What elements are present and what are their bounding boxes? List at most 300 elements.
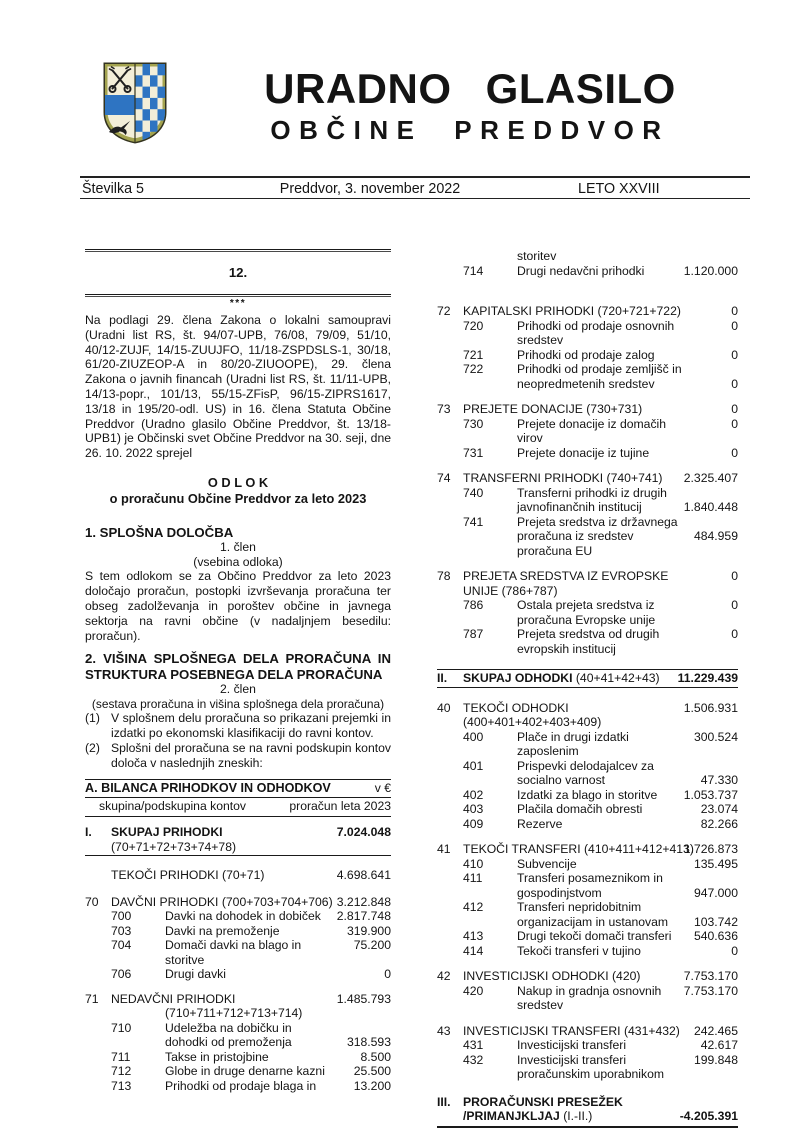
account-label: TRANSFERNI PRIHODKI (740+741)	[463, 471, 663, 485]
account-label: zaposlenim	[517, 744, 579, 758]
account-code	[463, 613, 517, 628]
table-row	[437, 319, 738, 348]
clause-item	[85, 711, 391, 741]
issue-volume: LETO XXVIII	[578, 181, 660, 197]
account-label: Subvencije	[517, 856, 577, 871]
clause-marker: (2)	[85, 741, 100, 756]
balance-right-rows	[437, 249, 738, 1128]
right-column	[437, 249, 738, 1128]
account-value: 1.726.873	[683, 842, 738, 856]
account-group-number	[85, 1006, 111, 1021]
account-value: 0	[731, 943, 738, 958]
account-value: 540.636	[693, 929, 738, 943]
account-label: Drugi davki	[165, 967, 226, 982]
account-label: Plače in drugi izdatki	[517, 729, 629, 744]
account-value: 4.698.641	[336, 868, 391, 883]
account-label: dohodki od premoženja	[165, 1035, 292, 1050]
table-row	[85, 909, 391, 924]
account-code	[463, 744, 517, 759]
divider-double-rule	[85, 294, 391, 297]
account-code: 714	[463, 263, 484, 278]
account-group-number: 73	[437, 402, 451, 416]
clause-marker: (1)	[85, 711, 100, 726]
account-group-number	[437, 584, 463, 599]
table-row	[437, 759, 738, 788]
balance-table-unit: v €	[374, 781, 391, 796]
account-code	[463, 249, 517, 264]
account-label: Transferi nepridobitnim	[517, 900, 642, 914]
account-label: neopredmetenih sredstev	[517, 376, 655, 391]
account-value: 199.848	[693, 1052, 738, 1067]
issue-number: Številka 5	[82, 181, 144, 197]
account-value: 0	[731, 304, 738, 318]
account-group-number	[437, 417, 463, 432]
decree-title-block	[85, 475, 391, 507]
account-code	[463, 529, 517, 544]
account-group-number	[85, 1035, 111, 1050]
account-label: Plačila domačih obresti	[517, 802, 643, 816]
account-label: Davki na dohodek in dobiček	[165, 909, 321, 924]
account-group-number	[437, 1067, 463, 1082]
article-2-label: 2. člen	[220, 682, 256, 697]
table-row	[437, 1024, 738, 1039]
account-label: Investicijski transferi	[517, 1052, 627, 1067]
account-label: Transferni prihodki iz drugih	[517, 485, 667, 500]
divider-double-rule	[85, 249, 391, 252]
clause-text: Splošni del proračuna se na ravni podskupin kontov določa v naslednjih zneskih:	[111, 741, 391, 771]
account-value: 7.024.048	[336, 825, 391, 840]
account-label: javnofinančnih institucij	[517, 500, 642, 514]
account-code: 411	[463, 871, 483, 885]
account-value: 135.495	[693, 856, 738, 871]
account-label: PREJETE DONACIJE (730+731)	[463, 402, 643, 416]
table-row	[437, 446, 738, 461]
balance-left-rows	[85, 825, 391, 1093]
account-label: Prispevki delodajalcev za	[517, 758, 654, 773]
account-group-number	[437, 249, 463, 264]
table-row	[437, 348, 738, 363]
account-code	[111, 1006, 165, 1021]
table-row	[437, 249, 738, 264]
table-row	[437, 669, 738, 688]
table-row	[85, 1021, 391, 1050]
account-group-number: 78	[437, 569, 451, 583]
account-group-number	[437, 857, 463, 872]
account-label: INVESTICIJSKI ODHODKI (420)	[463, 969, 641, 983]
column-header-group: skupina/podskupina kontov	[99, 799, 247, 814]
account-label: Domači davki na blago in	[165, 938, 302, 953]
account-value: 3.212.848	[336, 894, 391, 909]
account-group-number	[437, 817, 463, 832]
account-group-number	[437, 319, 463, 334]
account-code: 721	[463, 347, 484, 362]
account-group-number: 74	[437, 471, 451, 485]
account-group-number	[437, 333, 463, 348]
account-value: 11.229.439	[677, 671, 738, 685]
account-label: Prejeta sredstva od drugih	[517, 627, 660, 641]
account-group-number	[437, 802, 463, 817]
account-label: INVESTICIJSKI TRANSFERI (431+432)	[463, 1023, 680, 1038]
account-group-number	[85, 1079, 111, 1094]
account-label: (710+711+712+713+714)	[165, 1006, 303, 1021]
account-code: 710	[111, 1020, 132, 1035]
account-group-number	[437, 486, 463, 501]
table-row	[85, 825, 391, 856]
account-group-number: 43	[437, 1023, 451, 1038]
account-group-number	[437, 944, 463, 959]
account-group-number	[85, 1064, 111, 1079]
account-code: 711	[111, 1049, 131, 1064]
table-row	[437, 417, 738, 446]
account-code: 412	[463, 900, 484, 914]
account-label: Prihodki od prodaje zalog	[517, 347, 655, 362]
account-code: 700	[111, 909, 132, 924]
account-label: Rezerve	[517, 816, 563, 831]
separator-stars: ***	[229, 298, 247, 309]
account-value: -4.205.391	[679, 1109, 738, 1123]
account-group-number	[85, 1050, 111, 1065]
account-value: 1.120.000	[683, 263, 738, 278]
account-group-number	[437, 627, 463, 642]
account-label: proračuna iz sredstev	[517, 529, 634, 543]
table-row	[437, 944, 738, 959]
table-row	[85, 992, 391, 1021]
account-value: 42.617	[700, 1038, 738, 1052]
account-code: 713	[111, 1078, 132, 1093]
table-row	[437, 701, 738, 730]
section-2-heading: 2. VIŠINA SPLOŠNEGA DELA PRORAČUNA IN STRUKTURA POSEBNEGA DELA PRORAČUNA	[85, 651, 391, 682]
dateline-band	[80, 176, 750, 199]
account-group-number	[437, 759, 463, 774]
account-value: 318.593	[346, 1035, 391, 1050]
coat-of-arms-icon	[100, 59, 170, 150]
account-value: 0	[731, 402, 738, 416]
account-label: PREJETA SREDSTVA IZ EVROPSKE	[463, 569, 669, 583]
account-value: 2.325.407	[683, 471, 738, 485]
account-label: DAVČNI PRIHODKI (700+703+704+706)	[111, 894, 333, 909]
account-value: 947.000	[693, 885, 738, 900]
account-group-number	[437, 1038, 463, 1053]
account-label: storitev	[517, 249, 557, 263]
account-value: 242.465	[693, 1023, 738, 1038]
account-label: SKUPAJ ODHODKI (40+41+42+43)	[463, 671, 660, 685]
account-group-number	[437, 871, 463, 886]
account-code: 722	[463, 362, 484, 376]
account-code: 402	[463, 787, 484, 802]
account-group-number: III.	[437, 1094, 451, 1109]
account-code: 730	[463, 416, 484, 431]
account-code: 403	[463, 802, 484, 816]
table-row	[437, 515, 738, 559]
table-row	[437, 929, 738, 944]
account-label: Davki na premoženje	[165, 923, 280, 938]
account-group-number: 42	[437, 969, 451, 983]
table-row	[437, 969, 738, 984]
account-code	[111, 953, 165, 968]
account-code	[463, 500, 517, 515]
account-group-number	[85, 967, 111, 982]
masthead	[190, 66, 750, 145]
table-row	[437, 304, 738, 319]
account-code	[463, 377, 517, 392]
account-group-number	[85, 909, 111, 924]
account-code: 414	[463, 943, 484, 958]
account-label: Drugi nedavčni prihodki	[517, 263, 645, 278]
account-code: 432	[463, 1052, 484, 1067]
account-value: 8.500	[360, 1049, 391, 1064]
clause-item	[85, 741, 391, 771]
account-code: 410	[463, 856, 484, 871]
account-code	[463, 333, 517, 348]
account-value: 0	[731, 627, 738, 641]
account-value: 23.074	[700, 802, 738, 816]
account-group-number	[85, 924, 111, 939]
balance-table-column-headers	[85, 798, 391, 817]
account-label: proračuna EU	[517, 543, 593, 558]
account-label: UNIJE (786+787)	[463, 583, 558, 598]
account-label: (400+401+402+403+409)	[463, 715, 602, 729]
account-group-number	[437, 998, 463, 1013]
article-2-caption: (sestava proračuna in višina splošnega dela proračuna)	[91, 696, 385, 711]
account-label: PRORAČUNSKI PRESEŽEK	[463, 1094, 623, 1109]
intro-paragraph: Na podlagi 29. člena Zakona o lokalni samoupravi (Uradni list RS, št. 94/07-UPB, 76/08, 79/09, 51/10, 40/12-ZUJF, 14/15-ZUUJFO, 11/18-ZSPDSLS-1, 30/18, 61/20-ZIUZEOP-A in 80/20-ZIUOOPE), 29. člena Zakona o javnih financah (Uradni list RS, št. 11/11-UPB, 14/13-popr., 101/13, 55/15-ZFisP, 96/15-ZIPRS1617, 13/18 in 195/20-odl. US) in 16. člena Statuta Občine Preddvor (Uradno glasilo Občine Preddvor, št. 13/18-UPB1) je Občinski svet Občine Preddvor na 30. seji, dne 26. 10. 2022 sprejel	[85, 313, 391, 461]
account-group-number	[85, 953, 111, 968]
balance-table	[85, 779, 391, 1093]
decree-subtitle: o proračunu Občine Preddvor za leto 2023	[109, 490, 367, 506]
account-group-number	[437, 1053, 463, 1068]
account-label: sredstev	[517, 998, 564, 1012]
article-number: 12.	[228, 265, 248, 280]
account-group-number	[437, 886, 463, 901]
clause-text: V splošnem delu proračuna so prikazani prejemki in izdatki po ekonomski klasifikaciji do ravni kontov.	[111, 711, 391, 741]
account-label: Tekoči transferi v tujino	[517, 943, 641, 958]
account-group-number	[437, 915, 463, 930]
table-row	[437, 1038, 738, 1053]
balance-table-title: A. BILANCA PRIHODKOV IN ODHODKOV	[85, 781, 331, 796]
account-label: SKUPAJ PRIHODKI	[111, 825, 223, 840]
account-code	[463, 886, 517, 901]
account-value: 319.900	[346, 923, 391, 938]
account-code	[463, 998, 517, 1013]
account-label: virov	[517, 431, 543, 445]
account-group-number	[437, 362, 463, 377]
account-value: 7.753.170	[683, 983, 738, 998]
account-code	[463, 773, 517, 788]
account-group-number	[437, 598, 463, 613]
table-row	[437, 569, 738, 598]
account-value: 7.753.170	[683, 969, 738, 983]
account-value: 13.200	[353, 1078, 391, 1093]
table-row	[85, 938, 391, 967]
account-group-number	[85, 840, 111, 855]
table-row	[437, 871, 738, 900]
account-group-number	[437, 730, 463, 745]
account-value: 82.266	[700, 816, 738, 831]
account-code: 720	[463, 318, 484, 333]
account-value: 300.524	[693, 729, 738, 744]
account-label: gospodinjstvom	[517, 885, 602, 900]
account-value: 75.200	[353, 938, 391, 953]
account-code: 786	[463, 598, 484, 612]
account-group-number	[437, 446, 463, 461]
gazette-subtitle: OBČINE PREDDVOR	[270, 115, 670, 145]
account-value: 2.817.748	[336, 909, 391, 924]
account-label: socialno varnost	[517, 773, 606, 787]
account-group-number	[437, 264, 463, 279]
account-label: Prihodki od prodaje osnovnih	[517, 318, 675, 333]
account-value: 0	[731, 376, 738, 391]
account-label: Takse in pristojbine	[165, 1049, 269, 1064]
account-label: (70+71+72+73+74+78)	[111, 839, 237, 854]
account-group-number	[85, 868, 111, 883]
account-code	[463, 544, 517, 559]
account-group-number	[437, 715, 463, 730]
account-value: 25.500	[353, 1064, 391, 1079]
account-code: 420	[463, 983, 484, 998]
account-group-number	[437, 544, 463, 559]
account-value: 1.053.737	[683, 787, 738, 802]
table-row	[85, 1050, 391, 1065]
account-group-number	[437, 431, 463, 446]
decree-title: O D L O K	[207, 474, 269, 490]
account-value: 103.742	[693, 914, 738, 929]
account-group-number	[437, 788, 463, 803]
account-code: 409	[463, 816, 484, 831]
account-code	[463, 1067, 517, 1082]
account-label: proračunskim uporabnikom	[517, 1067, 664, 1081]
account-group-number	[437, 642, 463, 657]
account-group-number: 41	[437, 842, 451, 856]
account-value: 0	[731, 445, 738, 460]
account-group-number	[437, 984, 463, 999]
table-row	[85, 924, 391, 939]
account-value: 1.485.793	[336, 991, 391, 1006]
account-group-number	[85, 1021, 111, 1036]
account-code	[463, 915, 517, 930]
account-code: 731	[463, 445, 484, 460]
account-code: 703	[111, 923, 132, 938]
table-row	[437, 627, 738, 656]
account-label: Transferi posameznikom in	[517, 871, 663, 885]
account-label: Nakup in gradnja osnovnih	[517, 983, 662, 998]
account-value: 1.840.448	[683, 500, 738, 514]
account-label: Izdatki za blago in storitve	[517, 787, 658, 802]
article-1-label: 1. člen	[220, 540, 256, 555]
account-label: Ostala prejeta sredstva iz	[517, 598, 655, 612]
account-group-number: 71	[85, 991, 99, 1006]
table-row	[437, 788, 738, 803]
table-row	[437, 817, 738, 832]
clause-list	[85, 711, 391, 771]
account-code	[463, 642, 517, 657]
account-code	[111, 1035, 165, 1050]
account-label: Prihodki od prodaje zemljišč in	[517, 362, 682, 376]
account-code: 413	[463, 929, 484, 943]
issue-date: Preddvor, 3. november 2022	[279, 181, 461, 197]
account-group-number	[437, 377, 463, 392]
account-group-number: 70	[85, 894, 99, 909]
account-group-number	[437, 744, 463, 759]
table-row	[85, 967, 391, 982]
account-group-number: 72	[437, 304, 451, 318]
account-group-number	[437, 773, 463, 788]
account-group-number: II.	[437, 671, 448, 685]
account-label: /PRIMANJKLJAJ (I.-II.)	[463, 1109, 593, 1123]
account-value: 1.506.931	[683, 700, 738, 715]
account-label: proračuna Evropske unije	[517, 612, 656, 627]
account-label: TEKOČI ODHODKI	[463, 700, 569, 715]
account-value: 0	[731, 347, 738, 362]
account-code: 431	[463, 1038, 484, 1052]
table-row	[437, 471, 738, 486]
table-row	[437, 984, 738, 1013]
table-row	[437, 842, 738, 857]
article-1-caption: (vsebina odloka)	[193, 554, 283, 569]
account-code: 740	[463, 485, 484, 500]
table-row	[437, 1053, 738, 1082]
section-1-heading: 1. SPLOŠNA DOLOČBA	[85, 524, 234, 540]
table-row	[437, 730, 738, 759]
table-row	[85, 1064, 391, 1079]
account-value: 0	[731, 416, 738, 431]
table-row	[437, 486, 738, 515]
table-row	[85, 868, 391, 883]
account-code: 704	[111, 938, 132, 953]
account-group-number	[85, 938, 111, 953]
article-1-body: S tem odlokom se za Občino Preddvor za leto 2023 določajo proračun, postopki izvrševanja proračuna ter obseg zadolževanja in poroštev občine in javnega sektorja na ravni občine (v nadaljnjem besedilu: proračun).	[85, 569, 391, 643]
account-label: Prejete donacije iz tujine	[517, 445, 650, 460]
balance-table-header	[85, 779, 391, 798]
table-row	[85, 895, 391, 910]
table-row	[437, 857, 738, 872]
account-label: evropskih institucij	[517, 641, 616, 656]
account-label: Prihodki od prodaje blaga in	[165, 1078, 317, 1093]
account-label: TEKOČI PRIHODKI (70+71)	[111, 868, 265, 883]
account-code: 706	[111, 967, 132, 982]
account-label: sredstev	[517, 333, 564, 347]
column-header-value: proračun leta 2023	[289, 799, 391, 814]
table-row	[437, 362, 738, 391]
table-row	[437, 900, 738, 929]
account-label: NEDAVČNI PRIHODKI	[111, 991, 236, 1006]
table-row	[437, 802, 738, 817]
account-group-number: I.	[85, 825, 92, 840]
account-group-number	[437, 613, 463, 628]
account-value: 0	[384, 967, 391, 982]
account-value: 0	[731, 569, 738, 583]
account-label: storitve	[165, 952, 205, 967]
account-group-number: 40	[437, 700, 451, 715]
account-code: 787	[463, 627, 484, 641]
gazette-title: URADNO GLASILO	[264, 65, 676, 112]
table-row	[437, 402, 738, 417]
account-label: organizacijam in ustanovam	[517, 914, 669, 929]
account-label: Prejete donacije iz domačih	[517, 416, 667, 431]
account-code: 401	[463, 758, 484, 773]
account-label: TEKOČI TRANSFERI (410+411+412+413)	[463, 842, 694, 856]
account-group-number	[437, 348, 463, 363]
account-label: KAPITALSKI PRIHODKI (720+721+722)	[463, 304, 681, 318]
account-group-number	[437, 900, 463, 915]
account-value: 0	[731, 318, 738, 333]
account-group-number	[437, 500, 463, 515]
account-code	[463, 431, 517, 446]
account-value: 0	[731, 598, 738, 612]
account-label: Prejeta sredstva iz državnega	[517, 514, 678, 529]
account-value: 47.330	[700, 773, 738, 787]
account-code: 400	[463, 729, 484, 744]
account-label: Investicijski transferi	[517, 1038, 627, 1052]
